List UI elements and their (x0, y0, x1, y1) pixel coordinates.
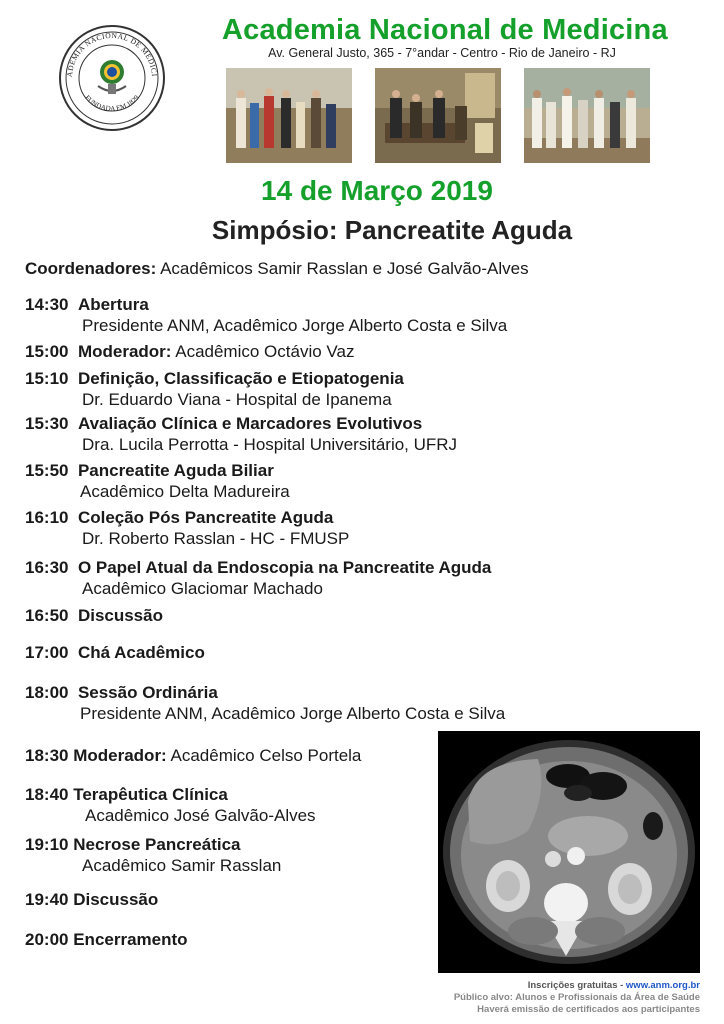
registration-label: Inscrições gratuitas - (527, 980, 626, 991)
seal-text-bottom: FUNDADA EM 1829 (83, 93, 141, 113)
schedule-speaker: Presidente ANM, Acadêmico Jorge Alberto Costa e Silva (82, 316, 508, 335)
schedule-item (25, 368, 404, 410)
schedule-title: Discussão (73, 890, 159, 909)
schedule-time: 20:00 (25, 930, 69, 949)
schedule-time: 16:50 (25, 606, 69, 625)
schedule-item (25, 460, 290, 502)
org-address: Av. General Justo, 365 - 7°andar - Centro - Rio de Janeiro - RJ (268, 46, 616, 60)
schedule-title: O Papel Atual da Endoscopia na Pancreatite Aguda (77, 558, 492, 577)
schedule-time: 17:00 (25, 643, 69, 662)
schedule-item (25, 682, 505, 724)
schedule-title: Coleção Pós Pancreatite Aguda (77, 508, 334, 527)
schedule-time: 19:10 (25, 835, 69, 854)
schedule-time: 15:00 (25, 342, 69, 361)
schedule-speaker: Presidente ANM, Acadêmico Jorge Alberto Costa e Silva (80, 704, 506, 723)
schedule-item (25, 341, 354, 362)
audience-text: Público alvo: Alunos e Profissionais da Área de Saúde (453, 992, 700, 1003)
schedule-speaker: Acadêmico José Galvão-Alves (85, 806, 316, 825)
schedule-title: Abertura (77, 295, 149, 314)
coordinators (25, 259, 529, 279)
schedule-time: 18:40 (25, 785, 69, 804)
schedule-item (25, 929, 188, 950)
schedule-time: 18:30 (25, 746, 69, 765)
schedule-title: Terapêutica Clínica (73, 785, 228, 804)
website-link[interactable]: www.anm.org.br (625, 980, 700, 991)
schedule-item (25, 784, 316, 826)
schedule-item (25, 413, 457, 455)
schedule-title: Chá Acadêmico (77, 643, 205, 662)
historical-painting-2 (375, 68, 501, 163)
schedule-time: 15:50 (25, 461, 69, 480)
schedule-item (25, 507, 349, 549)
event-date: 14 de Março 2019 (261, 175, 493, 206)
schedule-time: 14:30 (25, 295, 69, 314)
coordinators-names: Acadêmicos Samir Rasslan e José Galvão-Alves (160, 259, 529, 278)
schedule-title: Moderador: (77, 342, 172, 361)
registration-line (360, 980, 700, 992)
academy-seal-logo (58, 24, 166, 132)
schedule-speaker: Acadêmico Delta Madureira (80, 482, 290, 501)
schedule-title: Definição, Classificação e Etiopatogenia (77, 369, 404, 388)
schedule-time: 16:30 (25, 558, 69, 577)
schedule-time: 19:40 (25, 890, 69, 909)
footer-info (360, 980, 700, 1016)
certificates-text: Haverá emissão de certificados aos participantes (477, 1004, 700, 1015)
schedule-title: Pancreatite Aguda Biliar (77, 461, 274, 480)
schedule-time: 16:10 (25, 508, 69, 527)
schedule-title: Sessão Ordinária (77, 683, 218, 702)
schedule-speaker: Dra. Lucila Perrotta - Hospital Universitário, UFRJ (82, 435, 458, 454)
schedule-time: 15:10 (25, 369, 69, 388)
schedule-speaker: Acadêmico Glaciomar Machado (82, 579, 323, 598)
schedule-title: Discussão (77, 606, 163, 625)
ct-scan-image (438, 731, 700, 973)
schedule-time: 18:00 (25, 683, 69, 702)
schedule-detail: Acadêmico Octávio Vaz (175, 342, 355, 361)
schedule-speaker: Acadêmico Samir Rasslan (82, 856, 282, 875)
schedule-title: Necrose Pancreática (73, 835, 241, 854)
historical-painting-1 (226, 68, 352, 163)
schedule-speaker: Dr. Eduardo Viana - Hospital de Ipanema (82, 390, 392, 409)
schedule-title: Avaliação Clínica e Marcadores Evolutivos (77, 414, 423, 433)
schedule-item (25, 294, 507, 336)
schedule-item (25, 745, 361, 766)
event-title: Simpósio: Pancreatite Aguda (211, 215, 573, 245)
schedule-title: Moderador: (73, 746, 167, 765)
org-title: Academia Nacional de Medicina (222, 14, 668, 46)
schedule-detail: Acadêmico Celso Portela (170, 746, 362, 765)
schedule-speaker: Dr. Roberto Rasslan - HC - FMUSP (82, 529, 350, 548)
historical-painting-3 (524, 68, 650, 163)
schedule-item (25, 834, 281, 876)
schedule-title: Encerramento (73, 930, 188, 949)
schedule-item (25, 557, 491, 599)
coordinators-label: Coordenadores: (25, 259, 157, 278)
seal-text-top: ADEMIA NACIONAL DE MEDICI (64, 30, 159, 78)
schedule-time: 15:30 (25, 414, 69, 433)
schedule-item (25, 605, 163, 626)
schedule-item (25, 889, 158, 910)
schedule-item (25, 642, 205, 663)
